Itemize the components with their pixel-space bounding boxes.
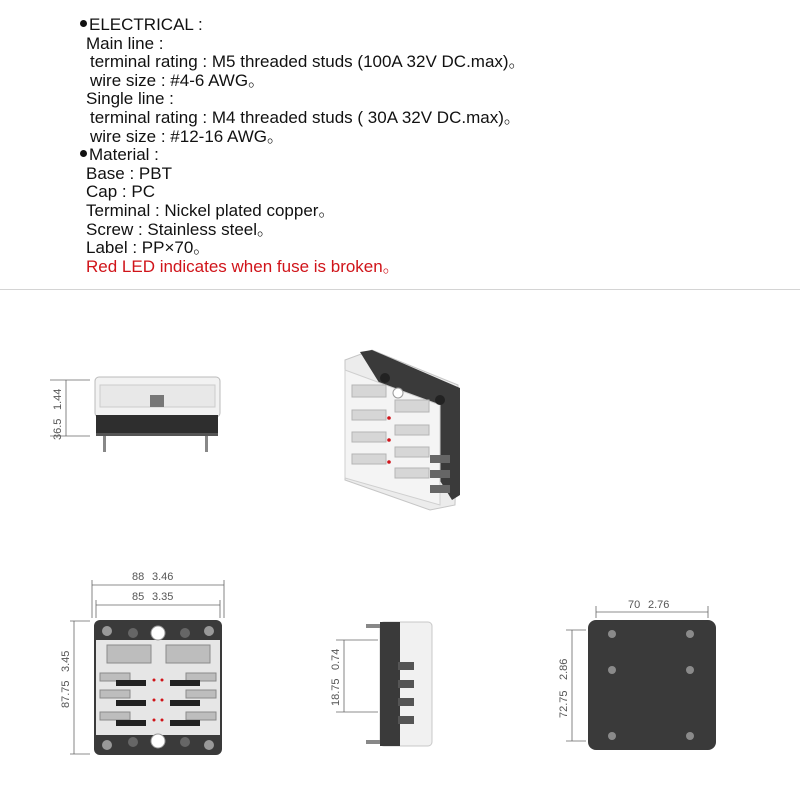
single-terminal-rating: terminal rating : M4 threaded studs ( 30A 32V DC.max)。: [90, 107, 521, 127]
top-outer-width-mm-label: 88: [132, 571, 145, 583]
top-height-mm-label: 87.75: [60, 680, 72, 708]
top-height-in-label: 3.45: [60, 650, 72, 672]
side-height-in-label: 1.44: [52, 388, 64, 410]
electrical-heading: ELECTRICAL :: [89, 15, 203, 34]
single-wire-size: wire size : #12-16 AWG。: [90, 126, 284, 146]
back-height-mm-label: 72.75: [558, 690, 570, 718]
material-heading: Material :: [89, 145, 159, 165]
top-view-drawing: [60, 571, 224, 755]
end-depth-in-label: 0.74: [330, 648, 342, 670]
top-inner-width-in-label: 3.35: [152, 591, 174, 603]
main-terminal-rating: terminal rating : M5 threaded studs (100A 32V DC.max)。: [90, 52, 526, 72]
side-height-mm-label: 36.5: [52, 418, 64, 440]
isometric-view-drawing: [345, 350, 460, 510]
back-height-in-label: 2.86: [558, 658, 570, 680]
back-width-mm-label: 70: [628, 599, 641, 611]
main-wire-size: wire size : #4-6 AWG。: [90, 70, 266, 90]
material-terminal: Terminal : Nickel plated copper。: [86, 200, 336, 220]
single-line-heading: Single line :: [86, 89, 174, 109]
top-outer-width-in-label: 3.46: [152, 571, 174, 583]
back-view-drawing: [558, 599, 716, 750]
side-view-drawing: [50, 377, 220, 452]
end-view-drawing: [330, 622, 432, 746]
back-width-in-label: 2.76: [648, 599, 670, 611]
main-line-heading: Main line :: [86, 33, 164, 53]
material-label: Label : PP×70。: [86, 238, 211, 258]
end-depth-mm-label: 18.75: [330, 678, 342, 706]
material-cap: Cap : PC: [86, 182, 155, 202]
material-screw: Screw : Stainless steel。: [86, 219, 275, 239]
material-base: Base : PBT: [86, 163, 172, 183]
top-inner-width-mm-label: 85: [132, 591, 145, 603]
led-note: Red LED indicates when fuse is broken。: [86, 256, 400, 276]
